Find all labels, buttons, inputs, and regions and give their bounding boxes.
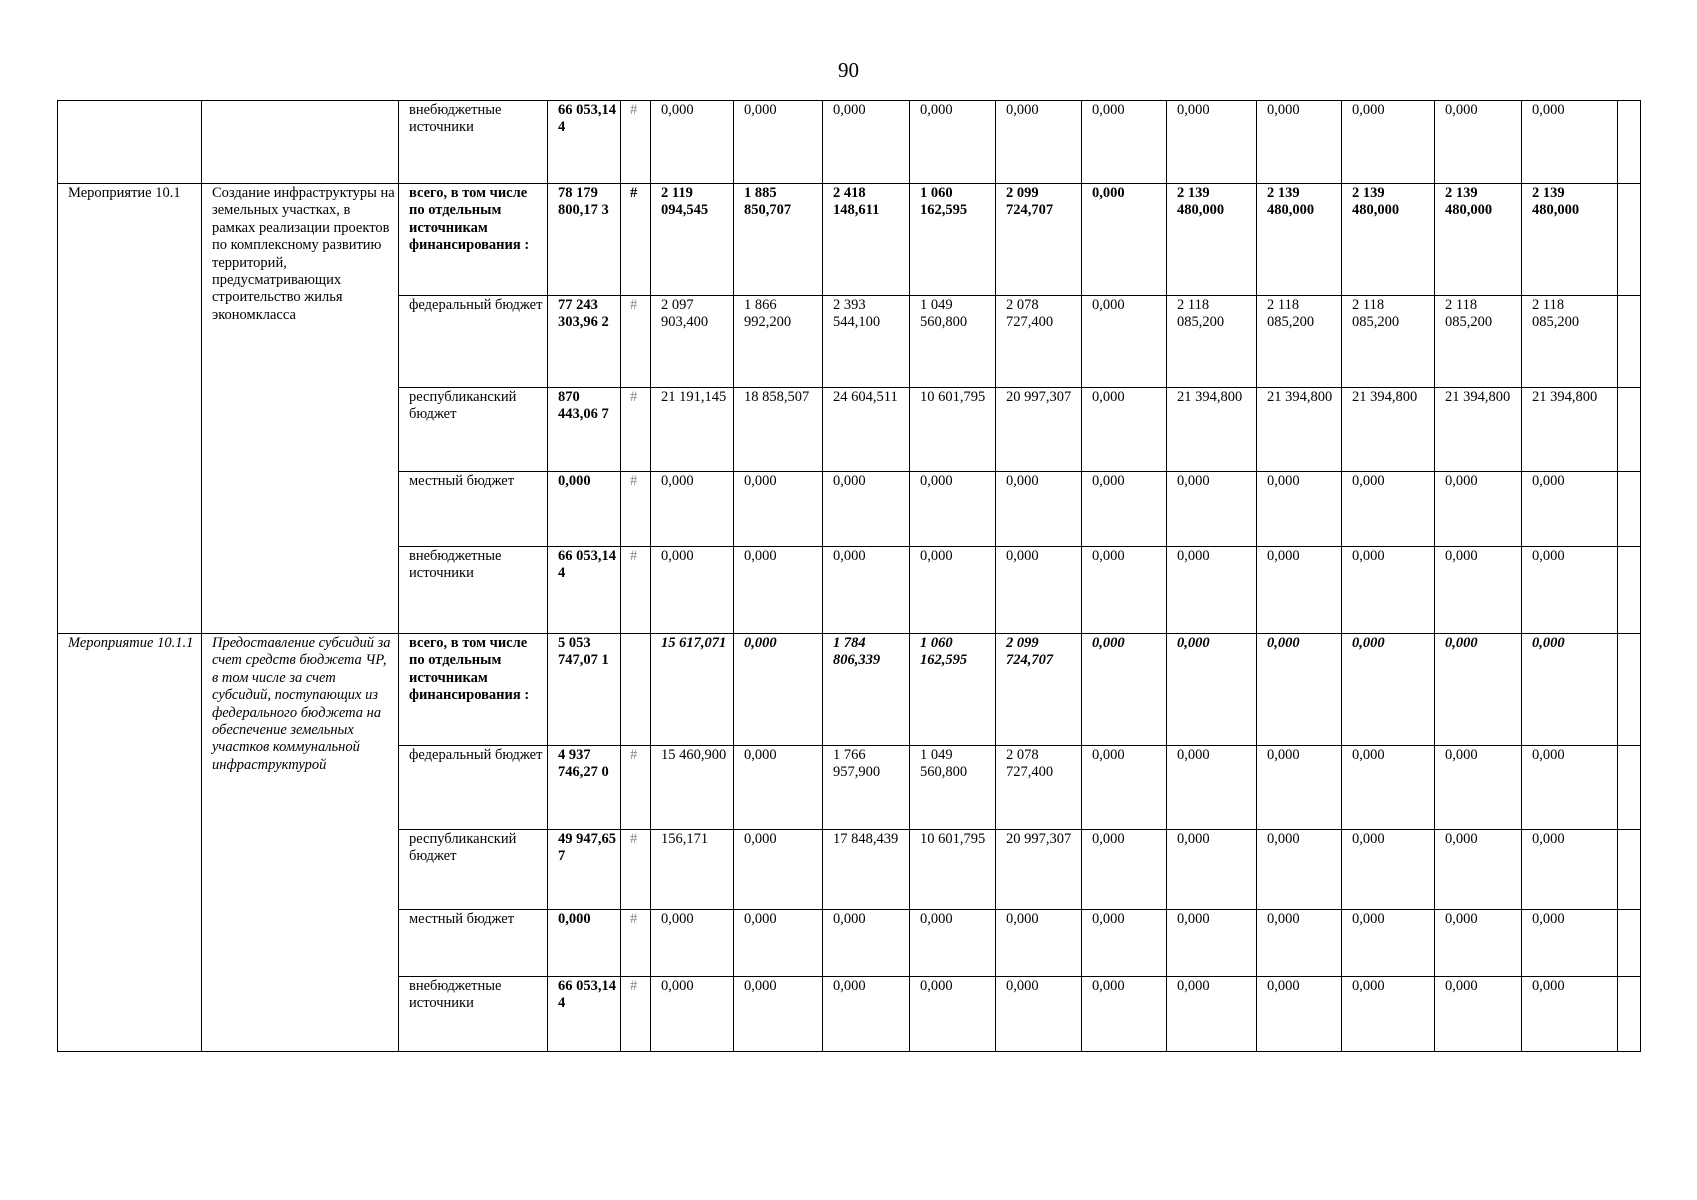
amount-cell: 156,171 <box>651 830 734 910</box>
amount-cell: 0,000 <box>1435 547 1522 634</box>
amount-cell: 0,000 <box>823 472 910 547</box>
amount-cell: 10 601,795 <box>910 830 996 910</box>
amount-cell: 0,000 <box>910 547 996 634</box>
amount-cell: 2 139 480,000 <box>1257 184 1342 296</box>
amount-cell: 2 139 480,000 <box>1167 184 1257 296</box>
amount-cell: 0,000 <box>1522 101 1618 184</box>
amount-cell: 0,000 <box>1082 296 1167 388</box>
amount-cell: 0,000 <box>1342 910 1435 977</box>
amount-cell: 0,000 <box>1257 910 1342 977</box>
amount-cell: 0,000 <box>1435 472 1522 547</box>
amount-cell: 0,000 <box>910 472 996 547</box>
amount-cell: 0,000 <box>1167 101 1257 184</box>
amount-cell: 0,000 <box>823 547 910 634</box>
amount-cell: 15 617,071 <box>651 634 734 746</box>
amount-cell: 0,000 <box>1082 977 1167 1052</box>
amount-cell: 2 078 727,400 <box>996 746 1082 830</box>
empty-cell <box>1618 977 1641 1052</box>
measure-label: Мероприятие 10.1.1 <box>58 634 202 1052</box>
total-amount: 5 053 747,07 1 <box>548 634 621 746</box>
amount-cell: 0,000 <box>1082 184 1167 296</box>
measure-label-cell <box>58 101 202 184</box>
amount-cell: 2 393 544,100 <box>823 296 910 388</box>
measure-description: Предоставление субсидий за счет средств бюджета ЧР, в том числе за счет субсидий, поступающих из федерального бюджета на обеспечение земельных участков коммунальной инфраструктурой <box>202 634 399 1052</box>
funding-source: республиканский бюджет <box>399 388 548 472</box>
amount-cell: 0,000 <box>1342 746 1435 830</box>
total-amount: 66 053,14 4 <box>548 977 621 1052</box>
amount-cell: 0,000 <box>1522 547 1618 634</box>
amount-cell: 0,000 <box>1257 547 1342 634</box>
total-amount: 78 179 800,17 3 <box>548 184 621 296</box>
amount-cell: 0,000 <box>1167 472 1257 547</box>
amount-cell: 0,000 <box>734 830 823 910</box>
total-amount: 870 443,06 7 <box>548 388 621 472</box>
amount-cell: 0,000 <box>1167 547 1257 634</box>
amount-cell: 0,000 <box>651 547 734 634</box>
total-amount: 77 243 303,96 2 <box>548 296 621 388</box>
empty-cell <box>1618 830 1641 910</box>
amount-cell: 0,000 <box>1082 547 1167 634</box>
amount-cell: 17 848,439 <box>823 830 910 910</box>
amount-cell: 15 460,900 <box>651 746 734 830</box>
total-amount: 4 937 746,27 0 <box>548 746 621 830</box>
funding-source: всего, в том числе по отдельным источникам финансирования : <box>399 634 548 746</box>
amount-cell: 2 119 094,545 <box>651 184 734 296</box>
empty-cell <box>1618 547 1641 634</box>
amount-cell: 0,000 <box>1435 830 1522 910</box>
empty-cell <box>1618 101 1641 184</box>
amount-cell: 0,000 <box>1522 472 1618 547</box>
total-amount: 66 053,14 4 <box>548 101 621 184</box>
amount-cell: 21 394,800 <box>1435 388 1522 472</box>
empty-cell <box>1618 746 1641 830</box>
hash-cell: # <box>621 910 651 977</box>
amount-cell: 0,000 <box>651 977 734 1052</box>
total-amount: 66 053,14 4 <box>548 547 621 634</box>
amount-cell: 0,000 <box>1082 634 1167 746</box>
amount-cell: 0,000 <box>734 547 823 634</box>
amount-cell: 0,000 <box>1435 634 1522 746</box>
amount-cell: 21 394,800 <box>1257 388 1342 472</box>
hash-cell: # <box>621 184 651 296</box>
amount-cell: 0,000 <box>823 977 910 1052</box>
amount-cell: 2 078 727,400 <box>996 296 1082 388</box>
amount-cell: 2 139 480,000 <box>1522 184 1618 296</box>
funding-source: внебюджетные источники <box>399 977 548 1052</box>
amount-cell: 2 118 085,200 <box>1435 296 1522 388</box>
funding-source: всего, в том числе по отдельным источникам финансирования : <box>399 184 548 296</box>
amount-cell: 2 099 724,707 <box>996 184 1082 296</box>
amount-cell: 0,000 <box>996 547 1082 634</box>
empty-cell <box>1618 184 1641 296</box>
amount-cell: 0,000 <box>1342 634 1435 746</box>
funding-source: республиканский бюджет <box>399 830 548 910</box>
amount-cell: 0,000 <box>734 634 823 746</box>
amount-cell: 0,000 <box>1167 746 1257 830</box>
amount-cell: 0,000 <box>1342 830 1435 910</box>
amount-cell: 0,000 <box>996 977 1082 1052</box>
amount-cell: 0,000 <box>734 977 823 1052</box>
amount-cell: 1 784 806,339 <box>823 634 910 746</box>
amount-cell: 1 049 560,800 <box>910 296 996 388</box>
funding-source: местный бюджет <box>399 910 548 977</box>
amount-cell: 1 885 850,707 <box>734 184 823 296</box>
amount-cell: 0,000 <box>734 746 823 830</box>
amount-cell: 0,000 <box>651 101 734 184</box>
amount-cell: 0,000 <box>1082 746 1167 830</box>
amount-cell: 0,000 <box>1082 830 1167 910</box>
amount-cell: 0,000 <box>910 910 996 977</box>
amount-cell: 0,000 <box>1522 830 1618 910</box>
amount-cell: 2 118 085,200 <box>1522 296 1618 388</box>
amount-cell: 2 418 148,611 <box>823 184 910 296</box>
measure-description: Создание инфраструктуры на земельных участках, в рамках реализации проектов по комплексному развитию территорий, предусматривающих строительство жилья экономкласса <box>202 184 399 634</box>
amount-cell: 0,000 <box>910 101 996 184</box>
total-amount: 0,000 <box>548 472 621 547</box>
amount-cell: 0,000 <box>1167 830 1257 910</box>
amount-cell: 0,000 <box>996 910 1082 977</box>
amount-cell: 0,000 <box>1435 910 1522 977</box>
hash-cell: # <box>621 101 651 184</box>
amount-cell: 1 049 560,800 <box>910 746 996 830</box>
amount-cell: 21 394,800 <box>1522 388 1618 472</box>
budget-table <box>57 100 1641 1052</box>
empty-cell <box>1618 910 1641 977</box>
amount-cell: 0,000 <box>1342 547 1435 634</box>
amount-cell: 2 139 480,000 <box>1342 184 1435 296</box>
hash-cell: # <box>621 296 651 388</box>
amount-cell: 1 866 992,200 <box>734 296 823 388</box>
amount-cell: 2 139 480,000 <box>1435 184 1522 296</box>
amount-cell: 1 060 162,595 <box>910 634 996 746</box>
hash-cell <box>621 634 651 746</box>
measure-description-cell <box>202 101 399 184</box>
amount-cell: 2 118 085,200 <box>1342 296 1435 388</box>
table-row <box>58 101 1641 184</box>
page-number: 90 <box>838 58 859 82</box>
amount-cell: 0,000 <box>1082 101 1167 184</box>
total-amount: 49 947,65 7 <box>548 830 621 910</box>
amount-cell: 10 601,795 <box>910 388 996 472</box>
funding-source: федеральный бюджет <box>399 746 548 830</box>
amount-cell: 0,000 <box>823 101 910 184</box>
amount-cell: 21 191,145 <box>651 388 734 472</box>
amount-cell: 0,000 <box>1342 101 1435 184</box>
amount-cell: 0,000 <box>1082 388 1167 472</box>
amount-cell: 0,000 <box>1257 746 1342 830</box>
table-row <box>58 634 1641 746</box>
hash-cell: # <box>621 977 651 1052</box>
amount-cell: 0,000 <box>1435 746 1522 830</box>
amount-cell: 0,000 <box>1522 634 1618 746</box>
table-row <box>58 184 1641 296</box>
amount-cell: 0,000 <box>1257 830 1342 910</box>
funding-source: внебюджетные источники <box>399 547 548 634</box>
amount-cell: 2 118 085,200 <box>1257 296 1342 388</box>
amount-cell: 0,000 <box>1082 910 1167 977</box>
amount-cell: 0,000 <box>1167 910 1257 977</box>
amount-cell: 0,000 <box>823 910 910 977</box>
amount-cell: 0,000 <box>1167 977 1257 1052</box>
amount-cell: 0,000 <box>1522 910 1618 977</box>
amount-cell: 2 099 724,707 <box>996 634 1082 746</box>
amount-cell: 0,000 <box>1522 977 1618 1052</box>
amount-cell: 0,000 <box>651 910 734 977</box>
amount-cell: 0,000 <box>734 472 823 547</box>
empty-cell <box>1618 296 1641 388</box>
amount-cell: 0,000 <box>1342 977 1435 1052</box>
amount-cell: 0,000 <box>1522 746 1618 830</box>
hash-cell: # <box>621 746 651 830</box>
amount-cell: 0,000 <box>1257 634 1342 746</box>
amount-cell: 0,000 <box>734 910 823 977</box>
amount-cell: 0,000 <box>1435 977 1522 1052</box>
amount-cell: 0,000 <box>1342 472 1435 547</box>
empty-cell <box>1618 388 1641 472</box>
measure-label: Мероприятие 10.1 <box>58 184 202 634</box>
amount-cell: 0,000 <box>651 472 734 547</box>
hash-cell: # <box>621 472 651 547</box>
empty-cell <box>1618 472 1641 547</box>
amount-cell: 2 118 085,200 <box>1167 296 1257 388</box>
amount-cell: 0,000 <box>1257 101 1342 184</box>
amount-cell: 18 858,507 <box>734 388 823 472</box>
amount-cell: 0,000 <box>1435 101 1522 184</box>
amount-cell: 21 394,800 <box>1167 388 1257 472</box>
hash-cell: # <box>621 830 651 910</box>
amount-cell: 1 766 957,900 <box>823 746 910 830</box>
amount-cell: 0,000 <box>910 977 996 1052</box>
funding-source: внебюджетные источники <box>399 101 548 184</box>
hash-cell: # <box>621 388 651 472</box>
funding-source: местный бюджет <box>399 472 548 547</box>
total-amount: 0,000 <box>548 910 621 977</box>
empty-cell <box>1618 634 1641 746</box>
amount-cell: 0,000 <box>1257 472 1342 547</box>
amount-cell: 20 997,307 <box>996 830 1082 910</box>
amount-cell: 0,000 <box>734 101 823 184</box>
amount-cell: 1 060 162,595 <box>910 184 996 296</box>
amount-cell: 0,000 <box>1082 472 1167 547</box>
amount-cell: 0,000 <box>996 101 1082 184</box>
funding-source: федеральный бюджет <box>399 296 548 388</box>
hash-cell: # <box>621 547 651 634</box>
amount-cell: 2 097 903,400 <box>651 296 734 388</box>
amount-cell: 20 997,307 <box>996 388 1082 472</box>
amount-cell: 0,000 <box>1257 977 1342 1052</box>
amount-cell: 0,000 <box>996 472 1082 547</box>
amount-cell: 24 604,511 <box>823 388 910 472</box>
amount-cell: 21 394,800 <box>1342 388 1435 472</box>
amount-cell: 0,000 <box>1167 634 1257 746</box>
